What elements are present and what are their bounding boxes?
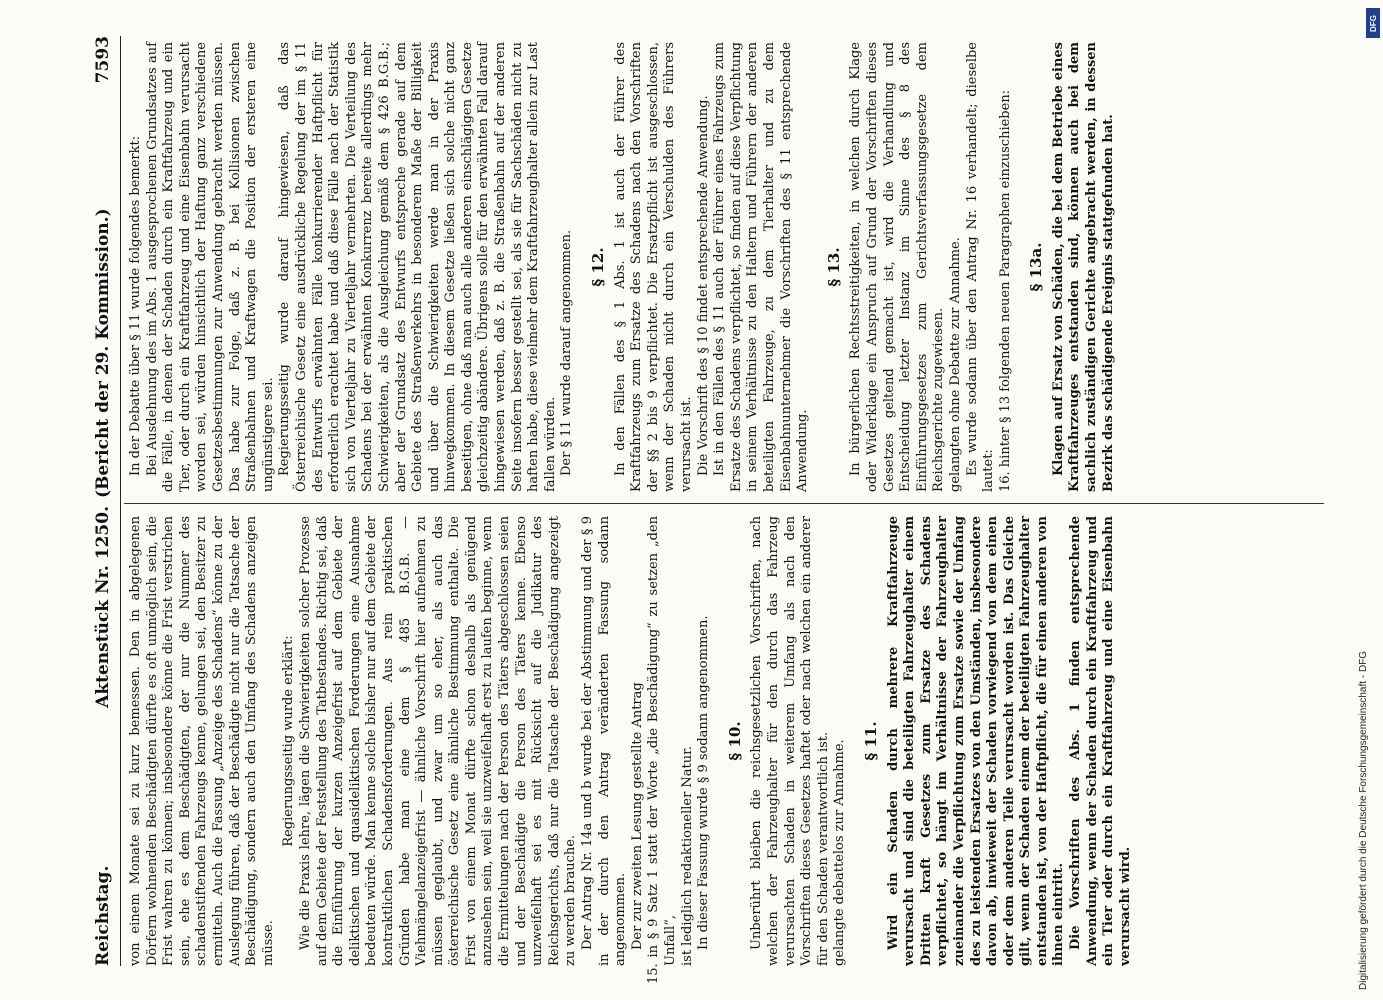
paragraph: Bei Ausdehnung des im Abs. 1 ausgesprochenen Grundsatzes auf die Fälle, in denen der Schaden durch ein Kraftfahrzeug und ein Tier, oder durch ein Kraftfahrzeug und eine Eisenbahn verursacht worden sei, würden hinsichtlich der Haftung ganz verschiedene Gesetzesbestimmungen zur Anwendung gebracht werden müssen. Das habe zur Folge, daß z. B. bei Kollisionen zwischen Straßenbahnen und Kraftwagen die Position der ersteren eine ungünstigere sei. [144, 42, 276, 492]
header-document-number: Aktenstück Nr. 1250. [93, 506, 113, 708]
paragraph: In der Debatte über § 11 wurde folgendes bemerkt: [128, 135, 143, 476]
dfg-logo [1366, 8, 1380, 38]
dfg-logo-text: DFG [1368, 14, 1378, 32]
section-text: Wird ein Schaden durch mehrere Kraftfahrzeuge verursacht und sind die beteiligten Fahrzeughalter einem Dritten kraft Gesetzes zum Ersatze des Schadens verpflichtet, so hängt im Verhältnisse der Fahrzeughalter zueinander die Verpflichtung zum Ersatze sowie der Umfang des zu leistenden Ersatzes von den Umständen, insbesondere davon ab, inwieweit der Schaden vorwiegend von dem einen oder dem anderen Teile verursacht worden ist. Das Gleiche gilt, wenn der Schaden einem der beteiligten Fahrzeughalter entstanden ist, von der Haftpflicht, die für einen anderen von ihnen eintritt. [885, 516, 1067, 966]
paragraph: Es wurde sodann über den Antrag Nr. 16 verhandelt; dieselbe lautet: [964, 42, 997, 492]
section-text: Unberührt bleiben die reichsgesetzlichen Vorschriften, nach welchen der Fahrzeughalter für den durch das Fahrzeug verursachten Schaden in weiterem Umfang als nach den Vorschriften dieses Gesetzes haftet oder nach welchen ein anderer für den Schaden verantwortlich ist. [749, 516, 831, 966]
section-heading-13a: § 13a. [1027, 242, 1046, 292]
paragraph: gelangten ohne Debatte zur Annahme. [947, 237, 963, 492]
left-column [128, 516, 1318, 984]
paragraph: 16. hinter § 13 folgenden neuen Paragraphen einzuschieben: [997, 89, 1013, 492]
digitization-credit [1357, 430, 1371, 990]
paragraph: In dieser Fassung wurde § 9 sodann angenommen. [696, 615, 712, 950]
paragraph: von einem Monate sei zu kurz bemessen. Den in abgelegenen Dörfern wohnenden Beschädigten dürfte es oft unmöglich sein, die Frist wahren zu können; insbesondere könne die Frist verstrichen sein, ehe es dem Beschädigten, der nur die Nummer des schadenstiftenden Fahrzeugs kenne, gelungen sei, den Besitzer zu ermitteln. Auch die Fassung „Anzeige des Schadens“ könne zu der Auslegung führen, daß der Beschädigte nicht nur die Tatsache der Beschädigung, sondern auch den Umfang des Schadens anzeigen müsse. [128, 516, 276, 966]
running-header-left [88, 506, 118, 966]
page-number: 7593 [93, 36, 113, 84]
paragraph: ist lediglich redaktioneller Natur. [679, 745, 695, 966]
header-title: Reichstag. [93, 865, 113, 966]
section-heading-13: § 13. [824, 247, 843, 287]
section-heading-10: § 10. [725, 721, 744, 761]
section-text: In bürgerlichen Rechtsstreitigkeiten, in welchen durch Klage oder Widerklage ein Anspruch auf Grund der Vorschriften dieses Gesetzes geltend gemacht ist, wird die Verhandlung und Entscheidung letzter Instanz im Sinne des § 8 des Einführungsgesetzes zum Gerichtsverfassungsgesetze dem Reichsgerichte zugewiesen. [848, 42, 947, 492]
motion-number: 15. [646, 963, 662, 984]
section-heading-12: § 12. [589, 247, 608, 287]
section-text: Klagen auf Ersatz von Schäden, die bei dem Betriebe eines Kraftfahrzeuges entstanden sind, können auch bei dem sachlich zuständigen Gerichte angebracht werden, in dessen Bezirk das schädigende Ereignis stattgefunden hat. [1050, 42, 1116, 492]
section-text: Die Vorschrift des § 10 findet entsprechende Anwendung. [695, 95, 711, 476]
header-report: (Bericht der 29. Kommission.) [93, 208, 113, 498]
paragraph: Der Antrag Nr. 14a und b wurde bei der Abstimmung und der § 9 in der durch den Antrag veränderten Fassung sodann angenommen. [580, 516, 629, 966]
column-divider [124, 503, 1324, 504]
paragraph: Regierungsseitig wurde darauf hingewiesen, daß das Österreichische Gesetz eine ausdrückliche Regelung der im § 11 des Entwurfs erwähnten Fälle konkurrierender Haftpflicht für erforderlich erachtet habe und daß diese Fälle nach der Statistik sich von Vierteljahr zu Vierteljahr vermehrten. Die Verteilung des Schadens bei der erwähnten Konkurrenz bereite allerdings mehr Schwierigkeiten, als die Ausgleichung gemäß dem § 426 B.G.B.; aber der Grundsatz des Entwurfs entspreche gerade auf dem Gebiete des Straßenverkehrs in besonderem Maße der Billigkeit und über die Schwierigkeiten werde man in der Praxis hinwegkommen. In diesem Gesetze ließen sich solche nicht ganz beseitigen, ohne daß man auch alle anderen einschlägigen Gesetze gleichzeitig abändere. Übrigens solle für den erwähnten Fall darauf hingewiesen werden, daß z. B. die Straßenbahn auf der anderen Seite insofern besser gestellt sei, als sie für Sachschäden nicht zu haften habe, diese vielmehr dem Kraftfahrzeughalter allein zur Last fallen würden. [277, 42, 558, 492]
header-rule [120, 36, 121, 966]
section-heading-11: § 11. [861, 721, 880, 761]
paragraph: gelangte debattelos zur Annahme. [832, 739, 848, 966]
paragraph: Der zur zweiten Lesung gestellte Antrag [629, 682, 645, 950]
document-rotated [88, 36, 1333, 984]
section-text: In den Fällen des § 1 Abs. 1 ist auch der Führer des Kraftfahrzeugs zum Ersatze des Schadens nach den Vorschriften der §§ 2 bis 9 verpflichtet. Die Ersatzpflicht ist ausgeschlossen, wenn der Schaden nicht durch ein Verschulden des Führers verursacht ist. [612, 42, 694, 492]
right-column [128, 42, 1318, 492]
paragraph: Regierungsseitig wurde erklärt: [281, 635, 297, 847]
credit-text: Digitalisierung gefördert durch die Deutsche Forschungsgemeinschaft - DFG [1358, 650, 1369, 990]
motion-text: in § 9 Satz 1 statt der Worte „die Beschädigung“ zu setzen „den Unfall“, [646, 516, 678, 966]
running-header-right [88, 36, 118, 498]
section-text: Ist in den Fällen des § 11 auch der Führer eines Fahrzeugs zum Ersatze des Schadens verpflichtet, so finden auf diese Verpflichtung in seinem Verhältnisse zu den Haltern und Führern der anderen beteiligten Fahrzeuge, zu dem Tierhalter und zu dem Eisenbahnunternehmer die Vorschriften des § 11 entsprechende Anwendung. [712, 42, 811, 492]
motion-item [646, 516, 679, 984]
paragraph: Der § 11 wurde darauf angenommen. [559, 229, 575, 476]
paragraph: Wie die Praxis lehre, lägen die Schwierigkeiten solcher Prozesse auf dem Gebiete der Feststellung des Tatbestandes. Richtig sei, daß die Einführung der kurzen Anzeigefrist auf dem Gebiete der deliktischen und quasideliktischen Forderungen eine Ausnahme bedeuten würde. Man kenne solche bisher nur auf dem Gebiete der kontraktlichen Schadensforderungen. Aus rein praktischen Gründen habe man eine dem § 485 B.G.B. — Viehmängelanzeigefrist — ähnliche Vorschrift hier aufnehmen zu müssen geglaubt, und zwar um so eher, als auch das österreichische Gesetz eine ähnliche Bestimmung enthalte. Die Frist von einem Monat dürfte schon deshalb als genügend anzusehen sein, weil sie unzweifelhaft erst zu laufen beginne, wenn die Ermittelungen nach der Person des Täters abgeschlossen seien und der Beschädigte die Person des Täters kenne. Ebenso unzweifelhaft sei es mit Rücksicht auf die Judikatur des Reichsgerichts, daß nur die Tatsache der Beschädigung angezeigt zu werden brauche. [297, 516, 579, 966]
section-text: Die Vorschriften des Abs. 1 finden entsprechende Anwendung, wenn der Schaden durch ein Kraftfahrzeug und ein Tier oder durch ein Kraftfahrzeug und eine Eisenbahn verursacht wird. [1068, 516, 1133, 966]
